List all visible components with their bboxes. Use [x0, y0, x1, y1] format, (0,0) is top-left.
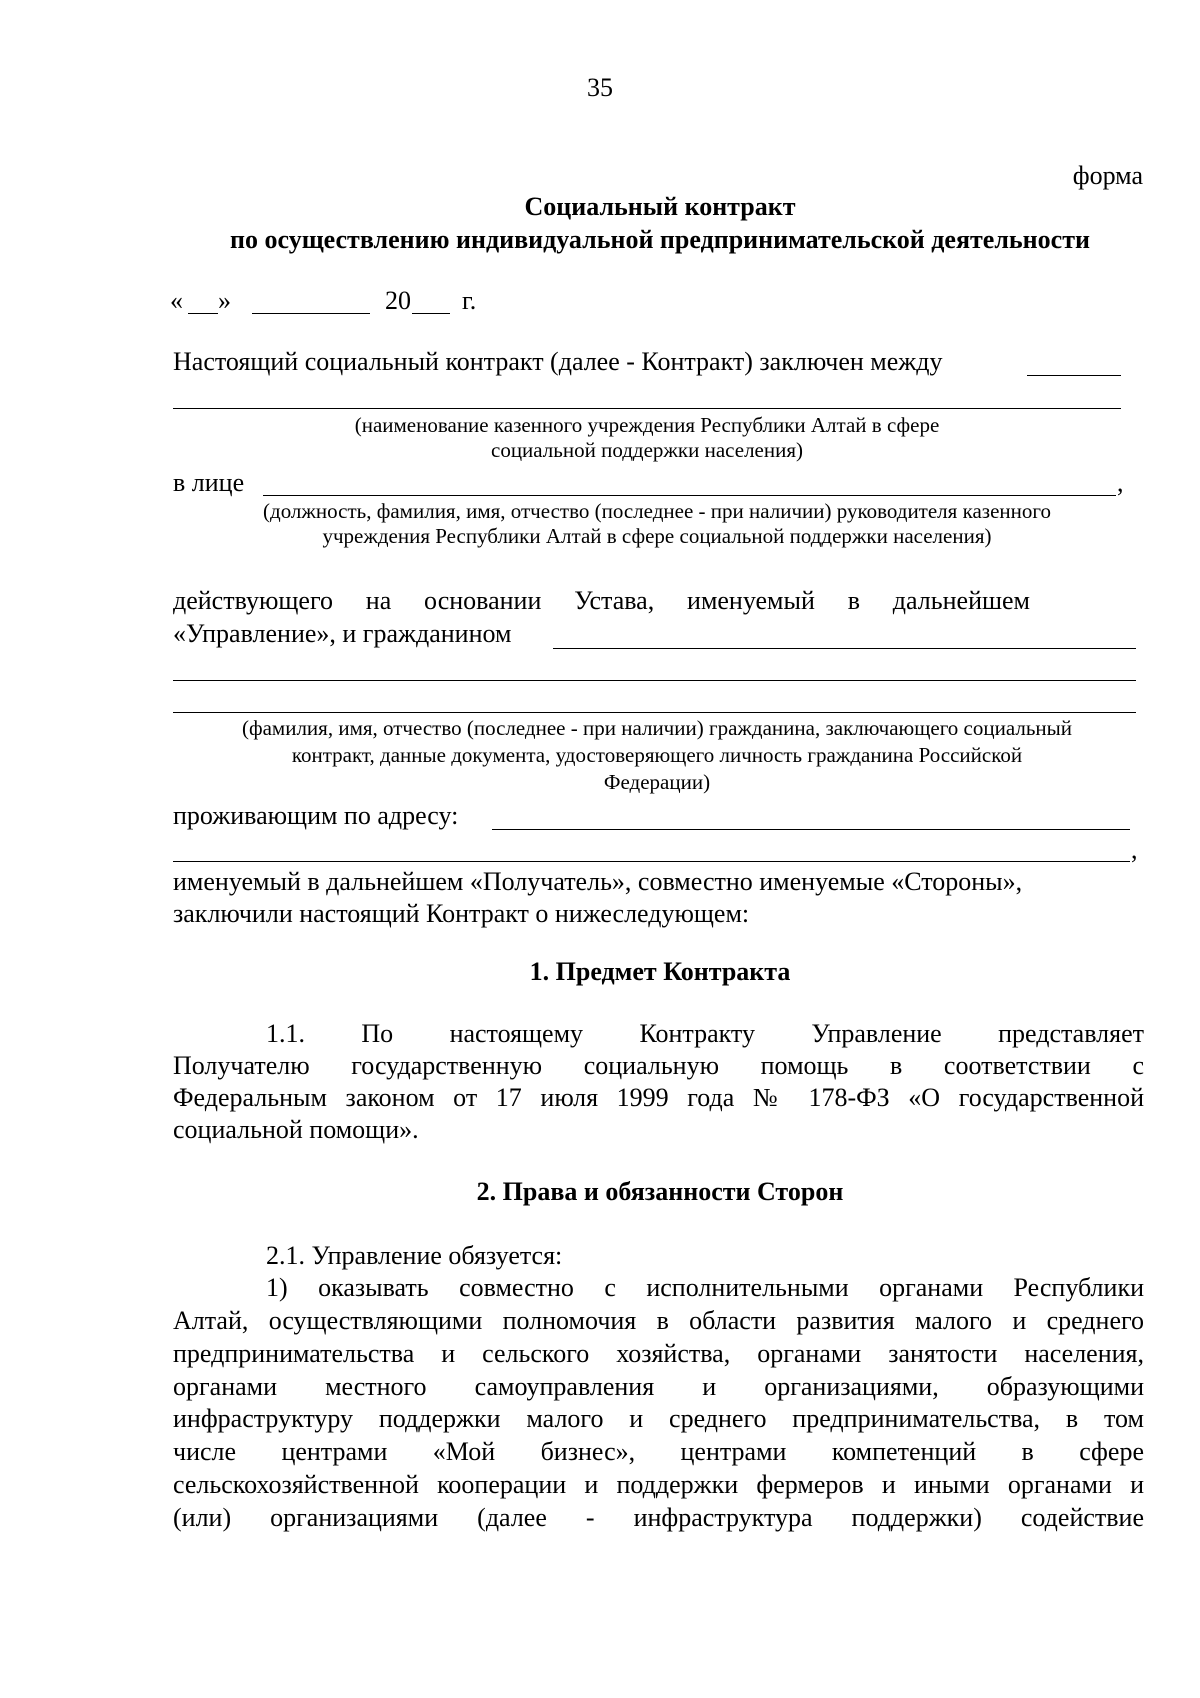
- head-hint-1: (должность, фамилия, имя, отчество (последнее - при наличии) руководителя казенного: [263, 499, 1051, 523]
- month-blank[interactable]: [252, 313, 370, 314]
- form-label: форма: [1072, 161, 1143, 190]
- section-2-line-8: (или) организациями (далее - инфраструктура поддержки) содействие: [173, 1503, 1144, 1532]
- acting-line-1: действующего на основании Устава, именуемый в дальнейшем: [173, 586, 1030, 615]
- agency-hint-1: (наименование казенного учреждения Республики Алтай в сфере: [354, 413, 940, 437]
- year-suffix: г.: [462, 286, 477, 315]
- parties-line-1: именуемый в дальнейшем «Получатель», совместно именуемые «Стороны»,: [173, 867, 1023, 896]
- section-2-line-5: инфраструктуру поддержки малого и среднего предпринимательства, в том: [173, 1404, 1144, 1433]
- agency-hint-2: социальной поддержки населения): [491, 438, 803, 462]
- address-blank-line[interactable]: [173, 861, 1130, 862]
- parties-line-2: заключили настоящий Контракт о нижеследующем:: [173, 899, 750, 928]
- section-1-line-3: Федеральным законом от 17 июля 1999 года № 178-ФЗ «О государственной: [173, 1083, 1144, 1112]
- section-2-line-4: органами местного самоуправления и организациями, образующими: [173, 1372, 1144, 1401]
- citizen-hint-1: (фамилия, имя, отчество (последнее - при наличии) гражданина, заключающего социальный: [242, 716, 1072, 740]
- citizen-blank-line-1[interactable]: [173, 680, 1136, 681]
- acting-line-2: «Управление», и гражданином: [173, 619, 512, 648]
- section-1-line-4: социальной помощи».: [173, 1115, 419, 1144]
- address-comma: ,: [1131, 835, 1138, 864]
- section-2-heading: 2. Права и обязанности Сторон: [476, 1177, 844, 1206]
- citizen-hint-3: Федерации): [603, 770, 711, 794]
- agency-blank-inline[interactable]: [1027, 375, 1121, 376]
- citizen-blank-inline[interactable]: [553, 648, 1136, 649]
- intro-text: Настоящий социальный контракт (далее - Контракт) заключен между: [173, 347, 943, 376]
- day-blank[interactable]: [188, 313, 218, 314]
- section-1-heading: 1. Предмет Контракта: [529, 957, 791, 986]
- agency-blank-line[interactable]: [173, 408, 1121, 409]
- section-2-line-7: сельскохозяйственной кооперации и поддержки фермеров и иными органами и: [173, 1470, 1144, 1499]
- section-2-line-3: предпринимательства и сельского хозяйства, органами занятости населения,: [173, 1339, 1144, 1368]
- address-label: проживающим по адресу:: [173, 801, 459, 830]
- document-subtitle: по осуществлению индивидуальной предпринимательской деятельности: [230, 225, 1090, 254]
- section-2-line-1: 1) оказывать совместно с исполнительными органами Республики: [266, 1273, 1144, 1302]
- date-close-quote: »: [218, 286, 231, 315]
- section-1-line-2: Получателю государственную социальную помощь в соответствии с: [173, 1051, 1144, 1080]
- section-1-line-1: 1.1. По настоящему Контракту Управление представляет: [266, 1019, 1144, 1048]
- year-prefix: 20: [385, 286, 411, 315]
- section-2-line-6: числе центрами «Мой бизнес», центрами компетенций в сфере: [173, 1437, 1144, 1466]
- citizen-blank-line-2[interactable]: [173, 712, 1136, 713]
- document-title: Социальный контракт: [524, 192, 796, 221]
- page-number: 35: [587, 73, 613, 102]
- date-open-quote: «: [170, 286, 183, 315]
- section-2-line-2: Алтай, осуществляющими полномочия в области развития малого и среднего: [173, 1306, 1144, 1335]
- section-2-sub: 2.1. Управление обязуется:: [266, 1241, 563, 1270]
- year-blank[interactable]: [412, 313, 450, 314]
- address-blank-inline[interactable]: [492, 829, 1130, 830]
- head-hint-2: учреждения Республики Алтай в сфере социальной поддержки населения): [322, 524, 992, 548]
- head-blank[interactable]: [263, 495, 1116, 496]
- represented-comma: ,: [1117, 468, 1124, 497]
- citizen-hint-2: контракт, данные документа, удостоверяющего личность гражданина Российской: [291, 743, 1023, 767]
- represented-label: в лице: [173, 468, 245, 497]
